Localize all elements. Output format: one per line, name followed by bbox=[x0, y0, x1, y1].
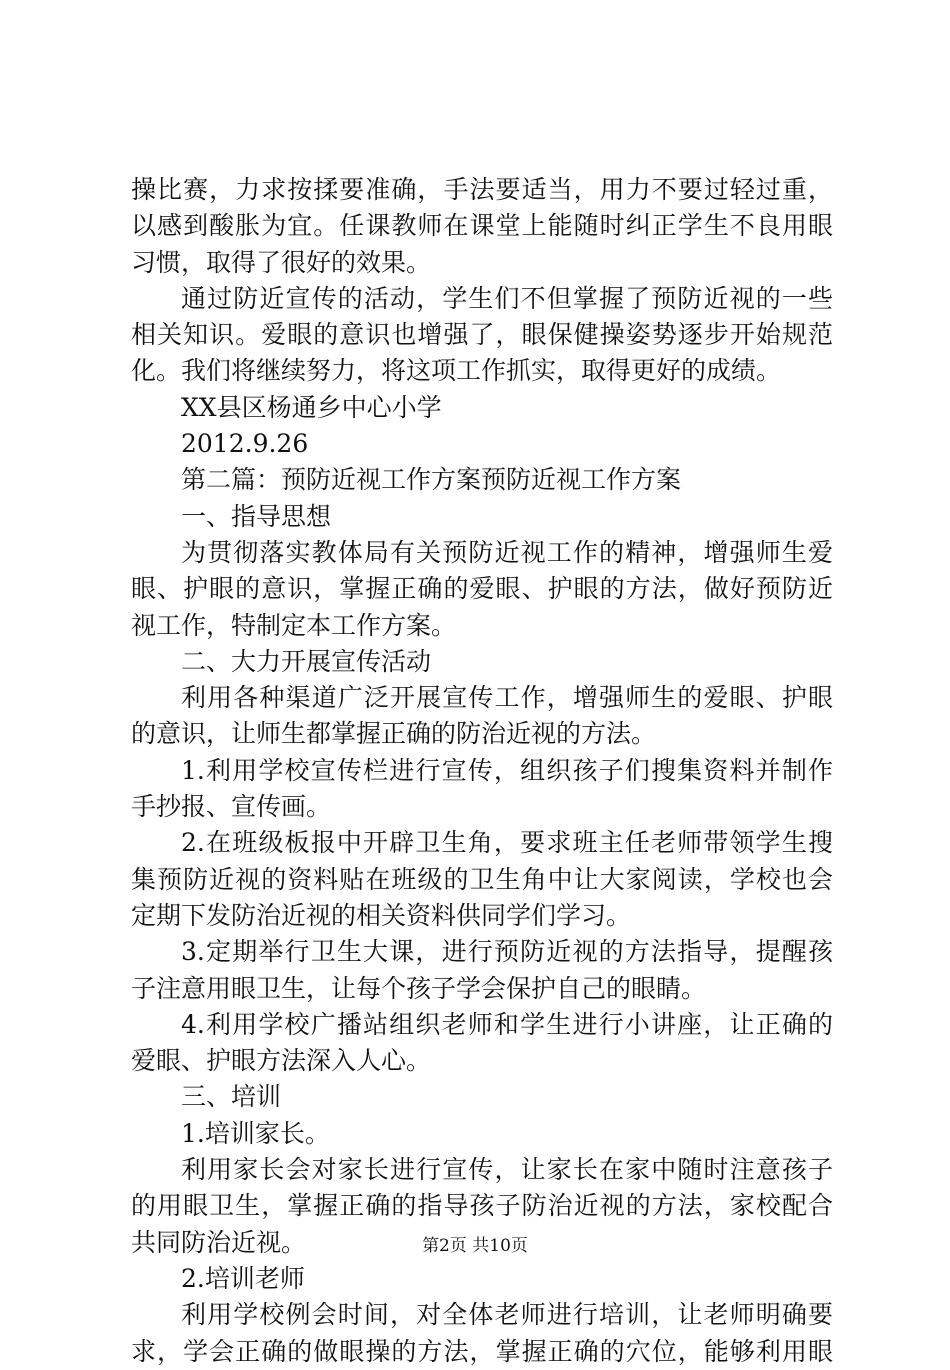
text-line: 为贯彻落实教体局有关预防近视工作的精神，增强师生爱 bbox=[181, 537, 833, 567]
text-line: 爱眼、护眼方法深入人心。 bbox=[131, 1046, 432, 1076]
text-line: 子注意用眼卫生，让每个孩子学会保护自己的眼睛。 bbox=[131, 973, 707, 1003]
text-line: 手抄报、宣传画。 bbox=[131, 792, 332, 822]
text-line: 2012.9.26 bbox=[181, 429, 309, 459]
text-line: 2.培训老师 bbox=[181, 1263, 305, 1293]
text-line: 利用家长会对家长进行宣传，让家长在家中随时注意孩子 bbox=[181, 1155, 833, 1185]
text-line: 1.培训家长。 bbox=[181, 1118, 330, 1148]
text-line: 化。我们将继续努力，将这项工作抓实，取得更好的成绩。 bbox=[131, 356, 782, 386]
text-line: 4.利用学校广播站组织老师和学生进行小讲座，让正确的 bbox=[181, 1009, 833, 1039]
text-line: 一、指导思想 bbox=[181, 501, 332, 531]
text-line: 的用眼卫生，掌握正确的指导孩子防治近视的方法，家校配合 bbox=[131, 1191, 833, 1221]
text-line: 三、培训 bbox=[181, 1082, 282, 1112]
text-line: 习惯，取得了很好的效果。 bbox=[131, 247, 432, 277]
text-line: 二、大力开展宣传活动 bbox=[181, 646, 432, 676]
text-line: 视工作，特制定本工作方案。 bbox=[131, 610, 457, 640]
text-line: 求，学会正确的做眼操的方法，掌握正确的穴位，能够利用眼 bbox=[131, 1336, 833, 1366]
text-line: 利用各种渠道广泛开展宣传工作，增强师生的爱眼、护眼 bbox=[181, 683, 833, 713]
text-line: 集预防近视的资料贴在班级的卫生角中让大家阅读，学校也会 bbox=[131, 864, 833, 894]
text-line: 以感到酸胀为宜。任课教师在课堂上能随时纠正学生不良用眼 bbox=[131, 211, 833, 241]
text-line: 定期下发防治近视的相关资料供同学们学习。 bbox=[131, 900, 632, 930]
document-body bbox=[131, 172, 833, 1370]
text-line: 的意识，让师生都掌握正确的防治近视的方法。 bbox=[131, 719, 657, 749]
text-line: 相关知识。爱眼的意识也增强了，眼保健操姿势逐步开始规范 bbox=[131, 320, 833, 350]
text-line: 利用学校例会时间，对全体老师进行培训，让老师明确要 bbox=[181, 1300, 833, 1330]
text-line: 眼、护眼的意识，掌握正确的爱眼、护眼的方法，做好预防近 bbox=[131, 574, 833, 604]
text-line: XX县区杨通乡中心小学 bbox=[181, 392, 442, 422]
text-line: 2.在班级板报中开辟卫生角，要求班主任老师带领学生搜 bbox=[181, 828, 833, 858]
text-line: 通过防近宣传的活动，学生们不但掌握了预防近视的一些 bbox=[181, 283, 833, 313]
text-line: 1.利用学校宣传栏进行宣传，组织孩子们搜集资料并制作 bbox=[181, 755, 833, 785]
text-line: 第二篇：预防近视工作方案预防近视工作方案 bbox=[181, 465, 682, 495]
text-line: 操比赛，力求按揉要准确，手法要适当，用力不要过轻过重， bbox=[131, 175, 833, 204]
text-line: 共同防治近视。 bbox=[131, 1227, 307, 1257]
page-number-footer: 第2页 共10页 bbox=[422, 1236, 528, 1256]
text-line: 3.定期举行卫生大课，进行预防近视的方法指导，提醒孩 bbox=[181, 937, 833, 967]
